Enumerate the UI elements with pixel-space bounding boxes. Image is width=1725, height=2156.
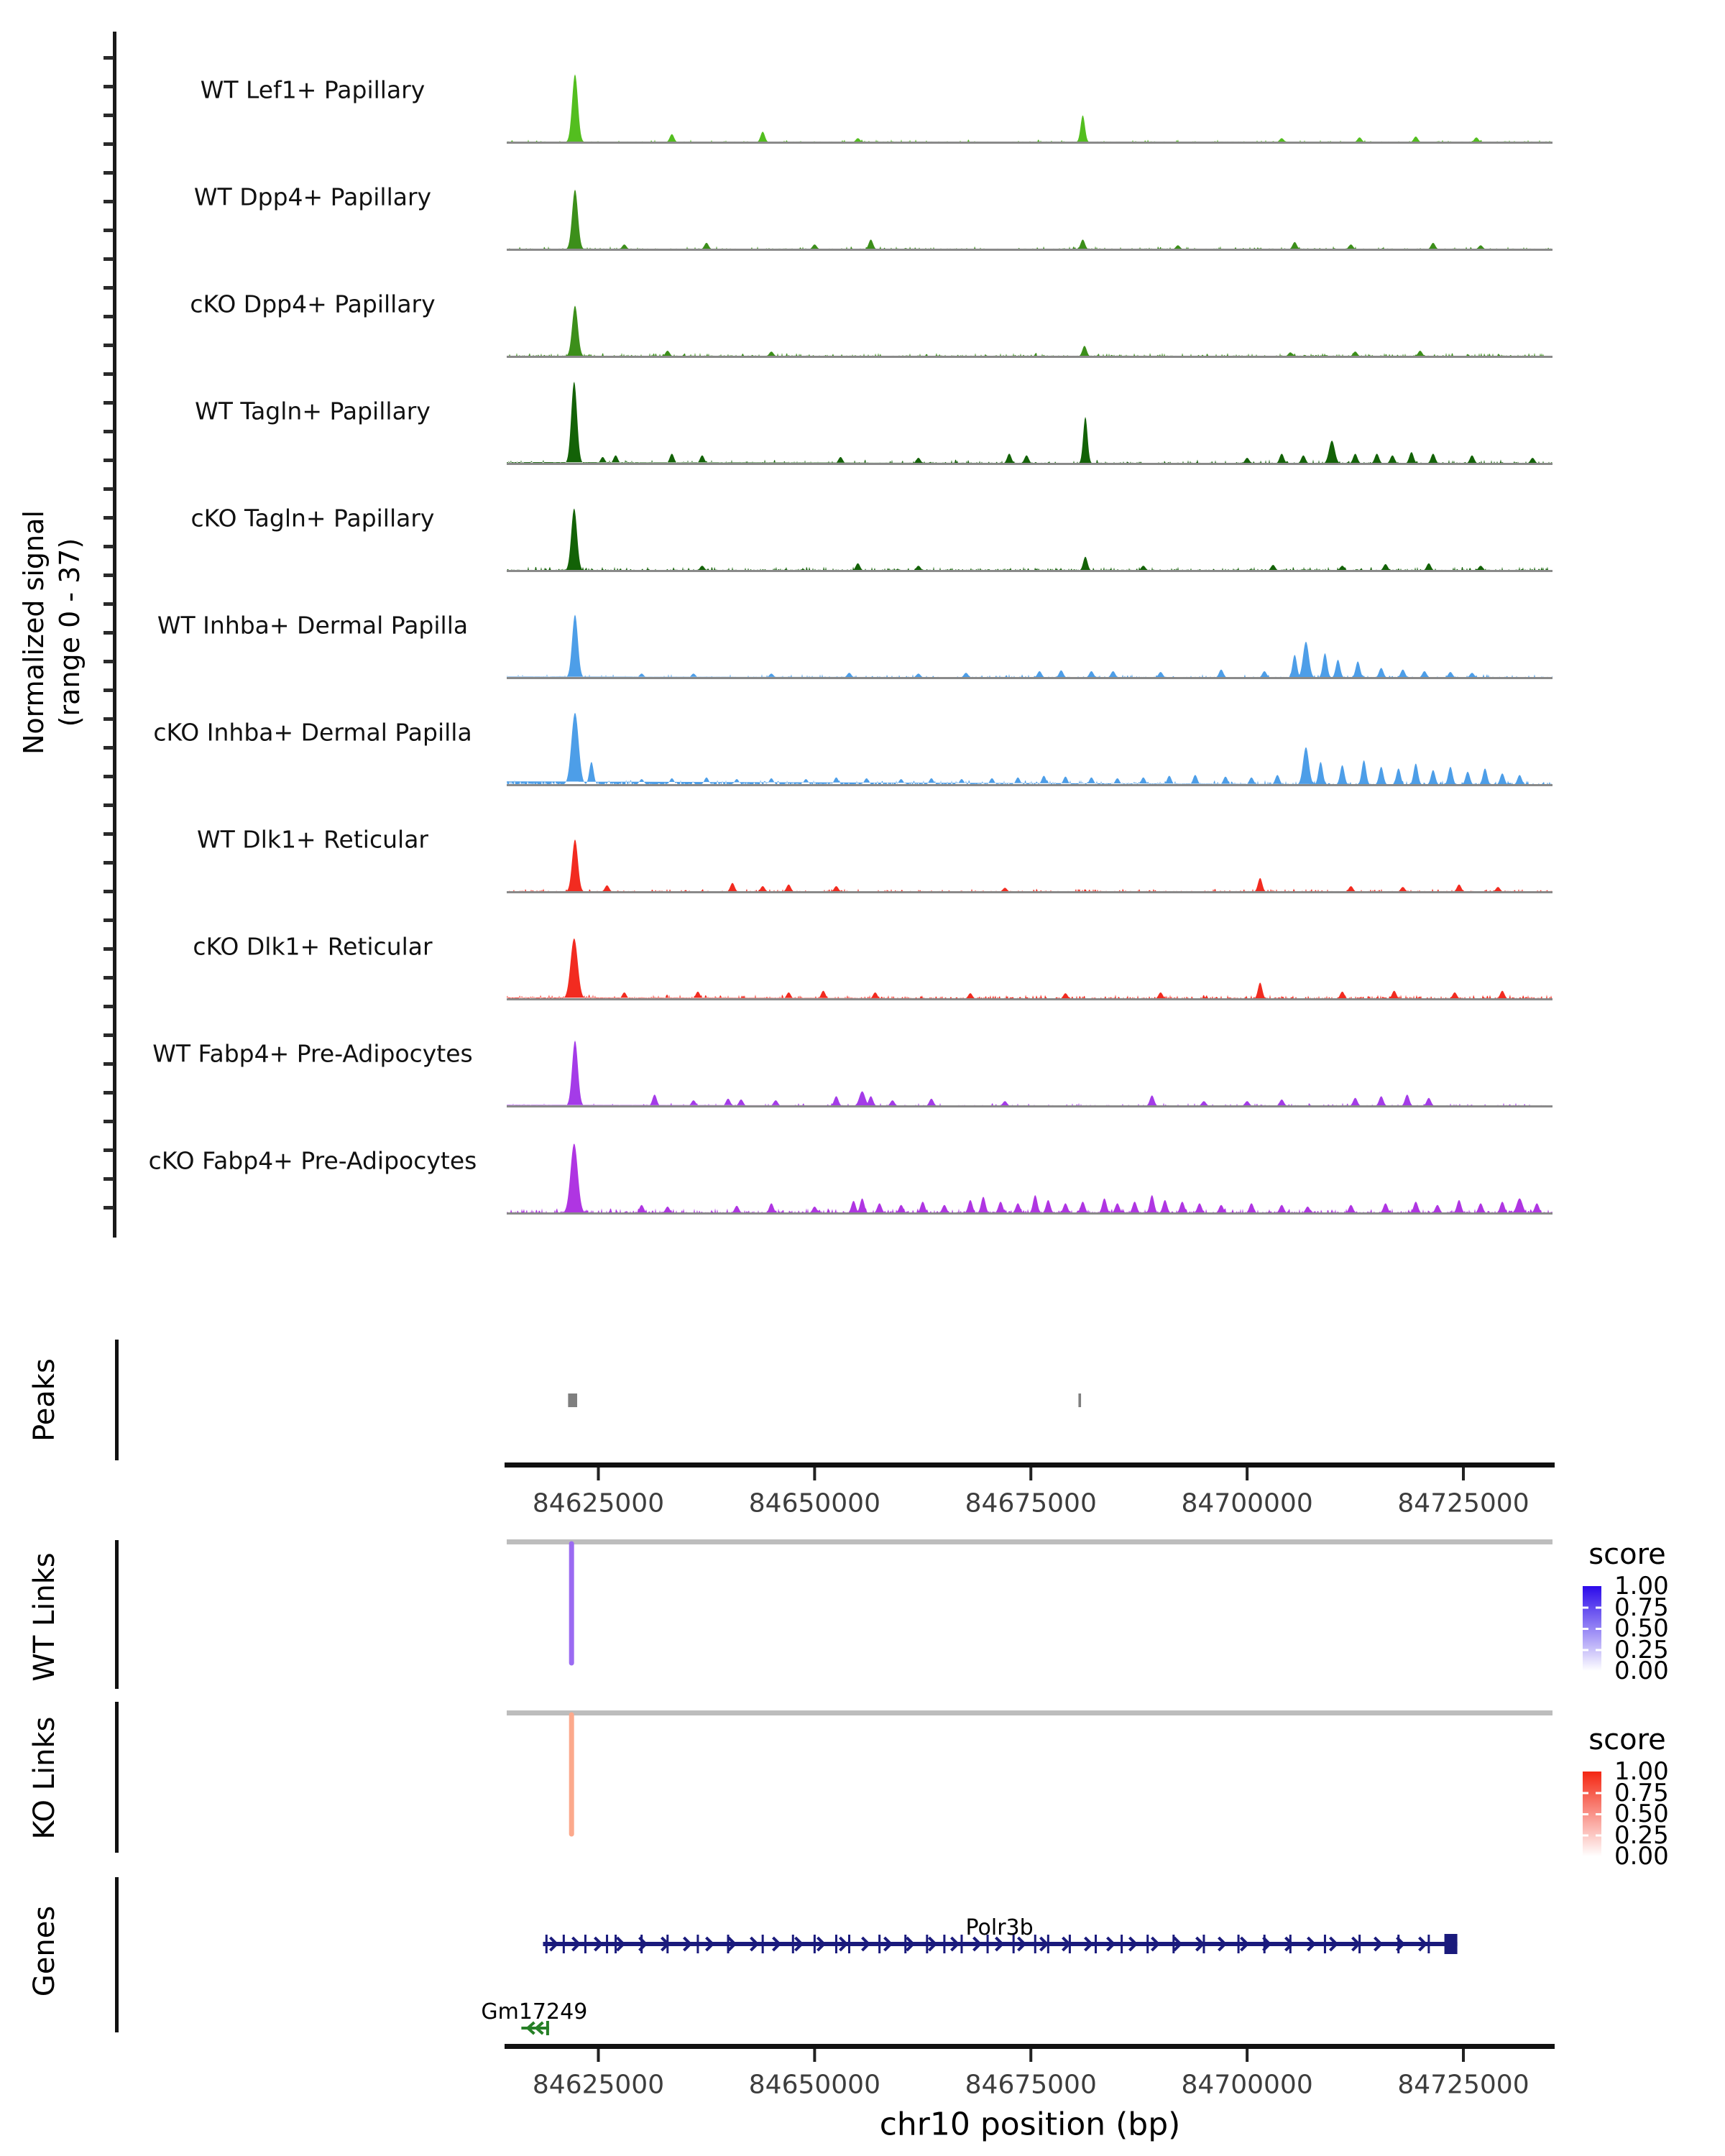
y-axis-tick	[104, 1148, 114, 1152]
exon-tick	[606, 1935, 608, 1953]
colorbar-notch	[1583, 1649, 1588, 1651]
exon-tick	[835, 1935, 837, 1953]
signal-track-area	[507, 939, 1552, 999]
signal-track-baseline	[507, 998, 1552, 1000]
signal-track-area	[507, 382, 1552, 464]
exon-tick	[1095, 1935, 1097, 1953]
y-axis-tick	[104, 459, 114, 462]
exon-tick	[584, 1935, 586, 1953]
y-axis-tick	[104, 430, 114, 433]
y-axis-tick	[104, 344, 114, 347]
exon-tick	[1238, 1935, 1240, 1953]
x-axis-title: chr10 position (bp)	[879, 2106, 1181, 2143]
colorbar-notch	[1596, 1813, 1601, 1815]
exon-tick	[546, 1935, 548, 1953]
signal-track-baseline	[507, 570, 1552, 572]
signal-track-baseline	[507, 142, 1552, 144]
links-baseline-bar	[507, 1710, 1552, 1715]
y-axis-tick	[104, 688, 114, 692]
colorbar-notch	[1596, 1649, 1601, 1651]
exon-tick	[814, 1935, 816, 1953]
exon-tick	[1202, 1935, 1205, 1953]
colorbar-notch	[1596, 1792, 1601, 1795]
signal-track-baseline	[507, 1212, 1552, 1215]
ruler-tick	[1029, 2049, 1032, 2062]
signal-track-baseline	[507, 891, 1552, 893]
track-label-1: WT Lef1+ Papillary	[200, 75, 426, 104]
exon-tick	[563, 1935, 565, 1953]
score-legend-tick: 0.50	[1614, 1614, 1669, 1643]
y-axis-tick	[104, 746, 114, 750]
score-legend-tick: 0.75	[1614, 1593, 1669, 1622]
y-axis-label	[16, 510, 88, 755]
ruler-tick-label: 84650000	[748, 1488, 880, 1519]
exon-tick	[1324, 1935, 1326, 1953]
ruler-tick-label: 84700000	[1181, 1488, 1313, 1519]
y-axis-tick	[104, 890, 114, 893]
y-axis-tick	[104, 1091, 114, 1095]
colorbar-notch	[1596, 1628, 1601, 1630]
track-label-6: WT Inhba+ Dermal Papilla	[157, 611, 469, 640]
y-axis-tick	[104, 315, 114, 318]
y-axis-tick	[104, 803, 114, 807]
exon-tick	[848, 1935, 850, 1953]
exon-tick	[1069, 1935, 1071, 1953]
gene-end-block	[1445, 1934, 1458, 1954]
signal-track-area	[507, 614, 1552, 678]
gene-label-gm17249: Gm17249	[481, 1999, 588, 2024]
ruler-tick-label: 84650000	[748, 2070, 880, 2100]
y-axis-tick	[104, 573, 114, 577]
exon-tick	[1358, 1935, 1361, 1953]
y-axis-tick	[104, 832, 114, 836]
section-label-peaks: Peaks	[28, 1358, 61, 1442]
score-legend-tick: 0.25	[1614, 1635, 1669, 1664]
y-axis-tick	[104, 1206, 114, 1210]
y-axis-tick	[104, 114, 114, 117]
exon-tick	[1034, 1935, 1036, 1953]
ruler-tick	[813, 1468, 816, 1480]
track-label-2: WT Dpp4+ Papillary	[193, 183, 432, 211]
score-legend-tick: 0.00	[1614, 1842, 1669, 1871]
y-axis-tick	[104, 976, 114, 980]
colorbar-notch	[1583, 1792, 1588, 1795]
y-axis-tick	[104, 1033, 114, 1037]
y-axis-tick	[104, 918, 114, 922]
y-axis-tick	[104, 660, 114, 663]
ruler-tick-label: 84625000	[532, 1488, 665, 1519]
exon-tick	[615, 1935, 617, 1953]
ruler-tick-label: 84675000	[965, 1488, 1097, 1519]
links-baseline-bar	[507, 1539, 1552, 1544]
colorbar-notch	[1583, 1835, 1588, 1837]
ruler-tick-label: 84625000	[532, 2070, 665, 2100]
y-axis-tick	[104, 631, 114, 635]
exon-tick	[696, 1935, 699, 1953]
y-axis-tick	[104, 487, 114, 491]
gene-label-polr3b: Polr3b	[965, 1915, 1034, 1940]
y-axis-tick	[104, 545, 114, 548]
score-legend-title: score	[1588, 1538, 1666, 1571]
track-label-10: WT Fabp4+ Pre-Adipocytes	[152, 1039, 473, 1068]
y-axis-tick	[104, 372, 114, 376]
track-label-4: WT Tagln+ Papillary	[195, 397, 431, 425]
exon-tick	[640, 1935, 643, 1953]
exon-tick	[727, 1935, 730, 1953]
section-bracket	[115, 1540, 119, 1689]
ruler-tick	[1462, 2049, 1465, 2062]
score-legend-title: score	[1588, 1723, 1666, 1756]
exon-tick	[792, 1935, 794, 1953]
y-axis-tick	[104, 85, 114, 88]
genome-ruler	[505, 1462, 1555, 1468]
y-axis-tick	[104, 1062, 114, 1066]
signal-track-baseline	[507, 677, 1552, 679]
exon-tick	[878, 1935, 880, 1953]
exon-tick	[1264, 1935, 1266, 1953]
exon-tick	[762, 1935, 764, 1953]
track-label-11: cKO Fabp4+ Pre-Adipocytes	[148, 1146, 477, 1175]
ruler-tick	[1246, 1468, 1248, 1480]
signal-track-area	[507, 190, 1552, 249]
exon-tick	[1397, 1935, 1399, 1953]
y-axis-tick	[104, 257, 114, 261]
y-axis-label-line2: (range 0 - 37)	[54, 538, 86, 727]
y-axis-tick	[104, 142, 114, 146]
section-bracket	[115, 1702, 119, 1853]
signal-track-baseline	[507, 249, 1552, 251]
exon-tick	[1427, 1935, 1430, 1953]
track-label-9: cKO Dlk1+ Reticular	[193, 932, 433, 961]
y-axis-tick	[104, 1005, 114, 1008]
signal-track-area	[507, 509, 1552, 571]
y-axis-tick	[104, 286, 114, 290]
signal-track-area	[507, 1041, 1552, 1106]
genome-ruler	[505, 2044, 1555, 2049]
ruler-tick	[1462, 1468, 1465, 1480]
score-legend-tick: 1.00	[1614, 1757, 1669, 1786]
colorbar-notch	[1583, 1607, 1588, 1609]
y-axis-label-line1: Normalized signal	[18, 510, 50, 755]
exon-tick	[904, 1935, 906, 1953]
ruler-tick	[597, 2049, 600, 2062]
track-label-5: cKO Tagln+ Papillary	[190, 504, 435, 533]
ruler-tick	[597, 1468, 600, 1480]
y-axis-tick	[104, 775, 114, 778]
exon-tick	[1047, 1935, 1049, 1953]
y-axis-tick	[104, 717, 114, 721]
signal-track-area	[507, 1143, 1552, 1213]
signal-track-baseline	[507, 1105, 1552, 1107]
y-axis-tick	[104, 516, 114, 520]
y-axis-tick	[104, 602, 114, 606]
signal-track-baseline	[507, 784, 1552, 786]
exon-tick	[943, 1935, 945, 1953]
signal-track-area	[507, 305, 1552, 356]
score-legend-tick: 1.00	[1614, 1572, 1669, 1600]
track-label-8: WT Dlk1+ Reticular	[197, 825, 428, 854]
track-label-3: cKO Dpp4+ Papillary	[190, 290, 436, 318]
signal-track-area	[507, 713, 1552, 785]
exon-tick	[1121, 1935, 1123, 1953]
exon-tick	[666, 1935, 668, 1953]
track-label-7: cKO Inhba+ Dermal Papilla	[153, 718, 472, 747]
ruler-tick-label: 84675000	[965, 2070, 1097, 2100]
ruler-tick-label: 84725000	[1397, 1488, 1530, 1519]
section-label-genes: Genes	[28, 1905, 61, 1997]
exon-tick	[1289, 1935, 1292, 1953]
ruler-tick-label: 84725000	[1397, 2070, 1530, 2100]
exon-tick	[1146, 1935, 1149, 1953]
exon-tick	[1172, 1935, 1174, 1953]
colorbar-notch	[1583, 1628, 1588, 1630]
signal-track-area	[507, 74, 1552, 142]
section-bracket	[115, 1340, 119, 1460]
score-legend-tick: 0.50	[1614, 1800, 1669, 1828]
exon-tick	[926, 1935, 928, 1953]
section-label-wt-links: WT Links	[28, 1552, 61, 1682]
colorbar-notch	[1596, 1835, 1601, 1837]
y-axis-tick	[104, 56, 114, 60]
y-axis-tick	[104, 861, 114, 865]
y-axis-tick	[104, 947, 114, 951]
section-bracket	[115, 1877, 119, 2032]
ruler-tick	[1246, 2049, 1248, 2062]
y-axis-tick	[104, 200, 114, 203]
y-axis-tick	[104, 1177, 114, 1181]
colorbar-notch	[1583, 1813, 1588, 1815]
peak-interval	[568, 1393, 577, 1407]
score-legend-tick: 0.00	[1614, 1657, 1669, 1685]
peak-interval	[1078, 1393, 1081, 1407]
ruler-tick-label: 84700000	[1181, 2070, 1313, 2100]
ruler-tick	[1029, 1468, 1032, 1480]
score-legend-tick: 0.75	[1614, 1778, 1669, 1807]
signal-track-baseline	[507, 356, 1552, 358]
y-axis-tick	[104, 1120, 114, 1123]
section-label-ko-links: KO Links	[28, 1716, 61, 1840]
y-axis-tick	[104, 401, 114, 405]
exon-tick	[960, 1935, 962, 1953]
signal-track-baseline	[507, 463, 1552, 465]
colorbar-notch	[1596, 1607, 1601, 1609]
signal-track-area	[507, 839, 1552, 892]
ruler-tick	[813, 2049, 816, 2062]
score-legend-tick: 0.25	[1614, 1820, 1669, 1850]
y-axis-tick	[104, 171, 114, 175]
y-axis-tick	[104, 229, 114, 232]
